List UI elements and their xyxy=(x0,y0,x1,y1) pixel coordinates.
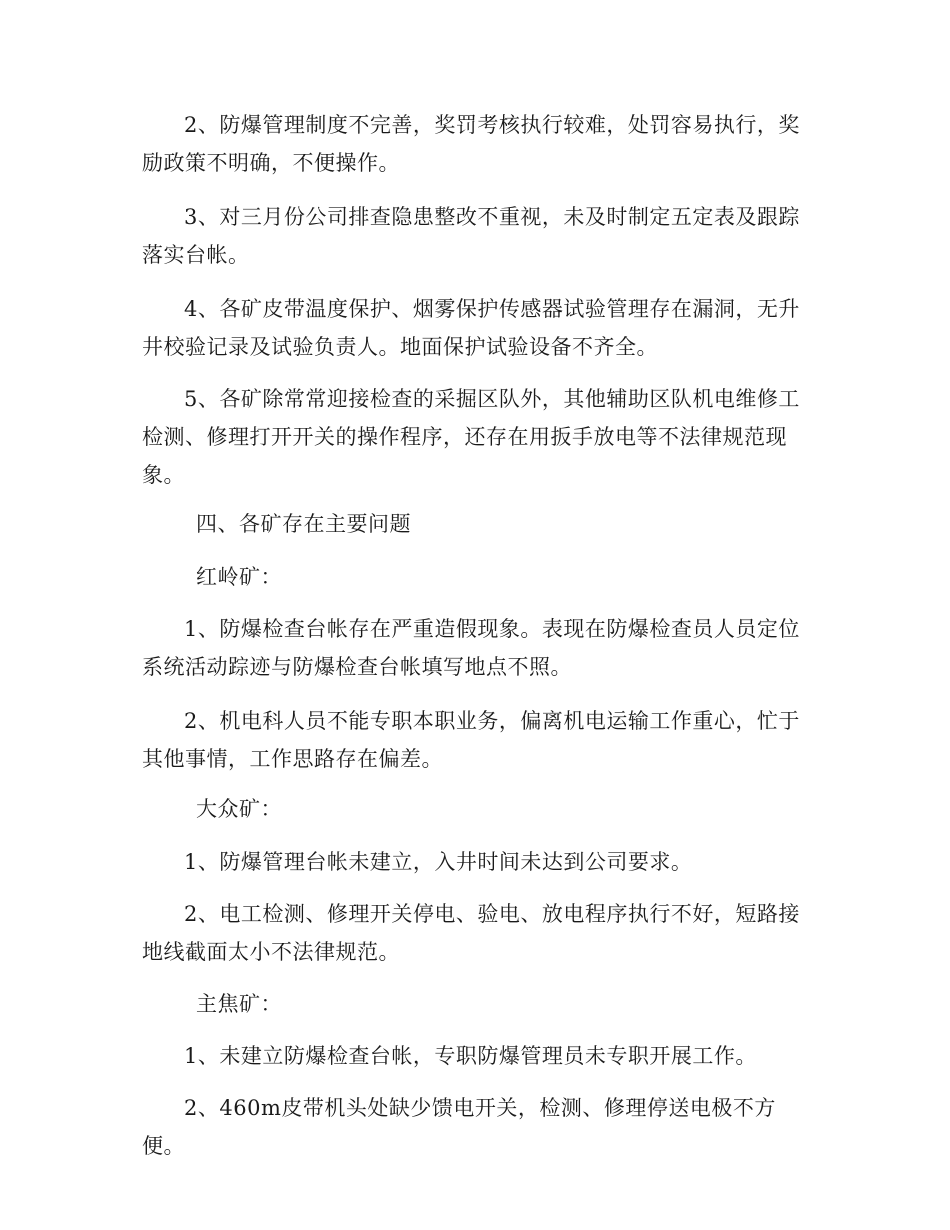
hongling-item-1: 1、防爆检查台帐存在严重造假现象。表现在防爆检查员人员定位系统活动踪迹与防爆检查台帐填写地点不照。 xyxy=(142,617,800,679)
mine-name-zhujiao: 主焦矿： xyxy=(196,992,282,1016)
mine-name-hongling: 红岭矿： xyxy=(196,565,282,589)
paragraph-3: 3、对三月份公司排查隐患整改不重视，未及时制定五定表及跟踪落实台帐。 xyxy=(142,205,800,267)
section-heading: 四、各矿存在主要问题 xyxy=(196,512,411,536)
zhujiao-item-2: 2、460m皮带机头处缺少馈电开关，检测、修理停送电极不方便。 xyxy=(142,1096,776,1158)
dazhong-item-1: 1、防爆管理台帐未建立，入井时间未达到公司要求。 xyxy=(184,850,693,874)
zhujiao-item-1: 1、未建立防爆检查台帐，专职防爆管理员未专职开展工作。 xyxy=(184,1044,757,1068)
dazhong-item-2: 2、电工检测、修理开关停电、验电、放电程序执行不好，短路接地线截面太小不法律规范。 xyxy=(142,902,800,964)
paragraph-5: 5、各矿除常常迎接检查的采掘区队外，其他辅助区队机电维修工检测、修理打开开关的操作程序，还存在用扳手放电等不法律规范现象。 xyxy=(142,387,800,487)
hongling-item-2: 2、机电科人员不能专职本职业务，偏离机电运输工作重心，忙于其他事情，工作思路存在偏差。 xyxy=(142,709,800,771)
paragraph-2: 2、防爆管理制度不完善，奖罚考核执行较难，处罚容易执行，奖励政策不明确，不便操作。 xyxy=(142,113,800,175)
mine-name-dazhong: 大众矿： xyxy=(196,797,282,821)
paragraph-4: 4、各矿皮带温度保护、烟雾保护传感器试验管理存在漏洞，无升井校验记录及试验负责人。地面保护试验设备不齐全。 xyxy=(142,297,800,359)
